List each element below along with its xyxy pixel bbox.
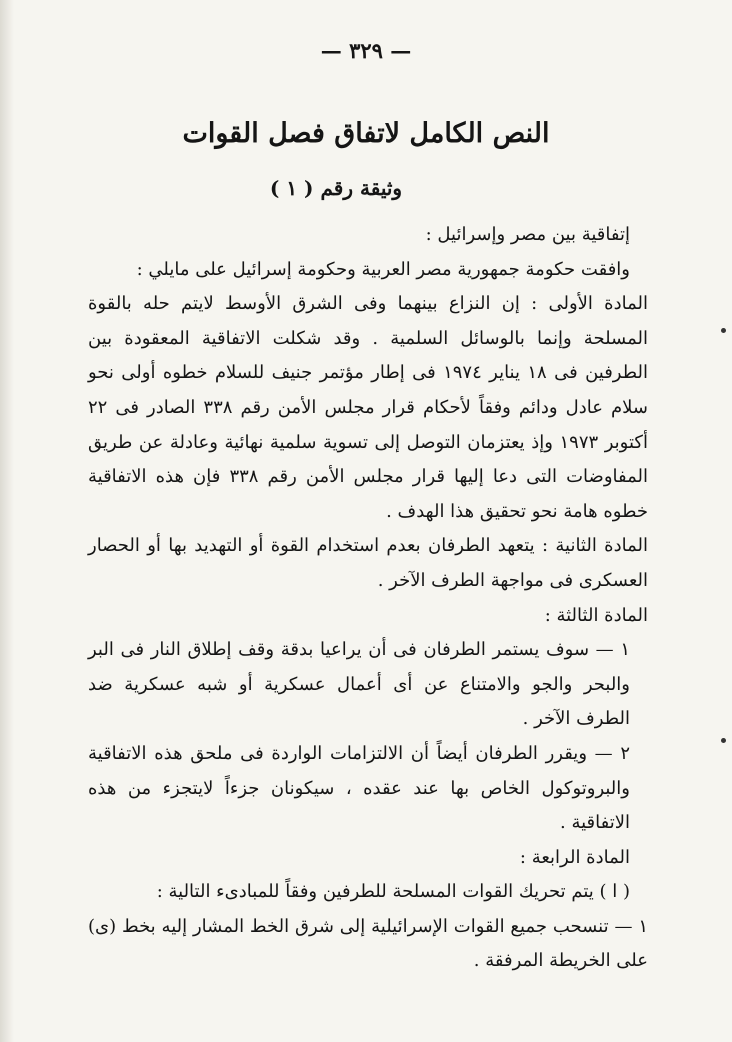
page-number: — ٣٢٩ —: [320, 38, 412, 63]
document-title: النص الكامل لاتفاق فصل القوات: [182, 118, 550, 149]
page-edge-shadow: [0, 0, 14, 1042]
agreement-preamble: وافقت حكومة جمهورية مصر العربية وحكومة إسرائيل على مايلي :: [136, 258, 630, 280]
document-subtitle: وثيقة رقم ( ١ ): [269, 176, 403, 200]
article-3-clause-1: ١ — سوف يستمر الطرفان فى أن يراعيا بدقة وقف إطلاق النار فى البر والبحر والجو والامتناع عن أى أعمال عسكرية أو شبه عسكرية ضد الطرف الآخر .: [88, 639, 630, 730]
document-body: [88, 218, 648, 979]
margin-mark: [721, 738, 726, 743]
article-3-heading: المادة الثالثة :: [544, 604, 648, 626]
article-3-clause-2: ٢ — ويقرر الطرفان أيضاً أن الالتزامات الواردة فى ملحق هذه الاتفاقية والبروتوكول الخاص بها عند عقده ، سيكونان جزءاً لايتجزء من هذه الاتفاقية .: [88, 742, 630, 834]
article-4-clause-1: ١ — تنسحب جميع القوات الإسرائيلية إلى شرق الخط المشار إليه بخط (ى) على الخريطة المرفقة .: [88, 915, 648, 972]
margin-mark: [721, 328, 726, 333]
article-2: المادة الثانية : يتعهد الطرفان بعدم استخدام القوة أو التهديد بها أو الحصار العسكرى فى مواجهة الطرف الآخر .: [88, 535, 648, 591]
article-1: المادة الأولى : إن النزاع بينهما وفى الشرق الأوسط لايتم حله بالقوة المسلحة وإنما بالوسائل السلمية . وقد شكلت الاتفاقية المعقودة بين الطرفين فى ١٨ يناير ١٩٧٤ فى إطار مؤتمر جنيف للسلام خطوه أولى نحو سلام عادل ودائم وفقاً لأحكام قرار مجلس الأمن رقم ٣٣٨ الصادر فى ٢٢ أكتوبر ١٩٧٣ وإذ يعتزمان التوصل إلى تسوية سلمية نهائية وعادلة عن طريق المفاوضات التى دعا إليها قرار مجلس الأمن رقم ٣٣٨ فإن هذه الاتفاقية خطوه هامة نحو تحقيق هذا الهدف .: [88, 293, 648, 522]
article-4-section-a: ( ا ) يتم تحريك القوات المسلحة للطرفين وفقاً للمبادىء التالية :: [156, 881, 630, 903]
agreement-heading: إتفاقية بين مصر وإسرائيل :: [425, 224, 630, 245]
article-4-heading: المادة الرابعة :: [519, 846, 630, 868]
